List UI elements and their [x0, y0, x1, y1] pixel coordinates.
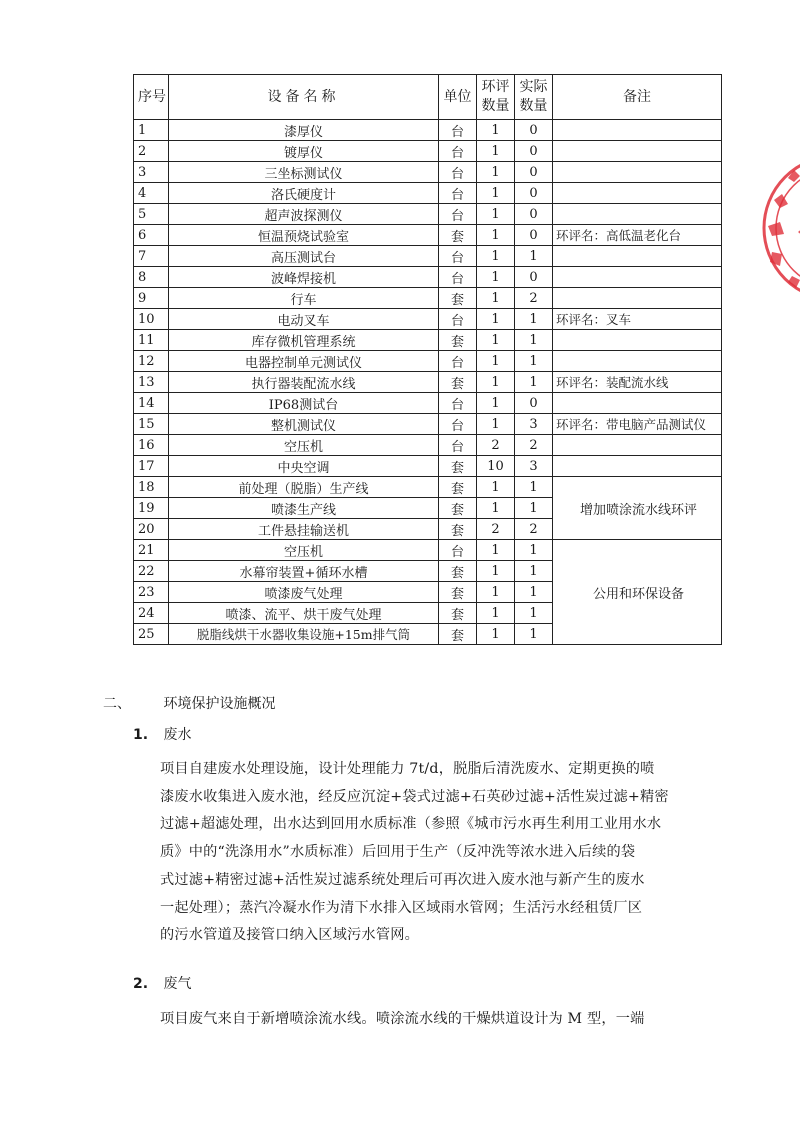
- cell-actual: 1: [515, 498, 553, 519]
- merged-note-spray-line: 增加喷涂流水线环评: [553, 477, 722, 540]
- cell-name: 空压机: [169, 435, 439, 456]
- cell-unit: 台: [439, 267, 477, 288]
- cell-actual: 3: [515, 456, 553, 477]
- cell-eia: 1: [477, 141, 515, 162]
- cell-actual: 0: [515, 267, 553, 288]
- cell-eia: 1: [477, 351, 515, 372]
- cell-name: 电器控制单元测试仪: [169, 351, 439, 372]
- cell-seq: 6: [134, 225, 169, 246]
- cell-name: 洛氏硬度计: [169, 183, 439, 204]
- table-row: [134, 288, 722, 309]
- cell-eia: 2: [477, 519, 515, 540]
- cell-unit: 台: [439, 183, 477, 204]
- waste-gas-paragraph: [160, 1006, 708, 1034]
- text-line: 质》中的“洗涤用水”水质标准）后回用于生产（反冲洗等浓水进入后续的袋: [160, 844, 636, 861]
- cell-eia: 1: [477, 267, 515, 288]
- table-row: [134, 540, 722, 561]
- subsection-title: 废水: [163, 727, 192, 743]
- text-line: 一起处理）；蒸汽冷凝水作为清下水排入区域雨水管网；生活污水经租赁厂区: [160, 899, 643, 916]
- table-row: [134, 456, 722, 477]
- cell-eia: 1: [477, 393, 515, 414]
- cell-seq: 23: [134, 582, 169, 603]
- cell-seq: 22: [134, 561, 169, 582]
- cell-name: 中央空调: [169, 456, 439, 477]
- cell-name: 高压测试台: [169, 246, 439, 267]
- cell-unit: 套: [439, 498, 477, 519]
- subsection-number: 1.: [133, 727, 149, 743]
- cell-name: 整机测试仪: [169, 414, 439, 435]
- header-unit: 单位: [439, 75, 477, 120]
- cell-name: 波峰焊接机: [169, 267, 439, 288]
- cell-seq: 14: [134, 393, 169, 414]
- cell-unit: 台: [439, 141, 477, 162]
- cell-seq: 20: [134, 519, 169, 540]
- cell-unit: 套: [439, 225, 477, 246]
- cell-name: 水幕帘装置+循环水槽: [169, 561, 439, 582]
- cell-name: 漆厚仪: [169, 120, 439, 141]
- cell-note: [553, 246, 722, 267]
- cell-actual: 1: [515, 330, 553, 351]
- cell-note: [553, 120, 722, 141]
- subsection-waste-gas: [133, 973, 191, 993]
- cell-note: [553, 288, 722, 309]
- cell-name: 镀厚仪: [169, 141, 439, 162]
- section-number: 二、: [103, 696, 131, 712]
- cell-name: 喷漆生产线: [169, 498, 439, 519]
- cell-eia: 1: [477, 477, 515, 498]
- cell-unit: 套: [439, 561, 477, 582]
- cell-seq: 15: [134, 414, 169, 435]
- cell-note: [553, 204, 722, 225]
- cell-note: [553, 351, 722, 372]
- header-note: 备注: [553, 75, 722, 120]
- cell-note: 环评名：高低温老化台: [553, 225, 722, 246]
- cell-actual: 1: [515, 477, 553, 498]
- cell-seq: 2: [134, 141, 169, 162]
- cell-name: 工件悬挂输送机: [169, 519, 439, 540]
- cell-note: [553, 183, 722, 204]
- cell-note: [553, 456, 722, 477]
- cell-eia: 1: [477, 183, 515, 204]
- cell-name: 库存微机管理系统: [169, 330, 439, 351]
- cell-unit: 套: [439, 519, 477, 540]
- header-eia-qty: 环评数量: [477, 75, 515, 120]
- cell-unit: 套: [439, 288, 477, 309]
- cell-seq: 5: [134, 204, 169, 225]
- cell-unit: 台: [439, 540, 477, 561]
- section-title: 环境保护设施概况: [163, 696, 276, 712]
- cell-unit: 套: [439, 624, 477, 645]
- cell-eia: 1: [477, 162, 515, 183]
- cell-name: 喷漆废气处理: [169, 582, 439, 603]
- text-line: 过滤+超滤处理，出水达到回用水质标准（参照《城市污水再生利用工业用水水: [160, 816, 662, 833]
- cell-name: 三坐标测试仪: [169, 162, 439, 183]
- cell-unit: 套: [439, 603, 477, 624]
- cell-eia: 2: [477, 435, 515, 456]
- cell-note: [553, 141, 722, 162]
- table-row: [134, 477, 722, 498]
- cell-seq: 25: [134, 624, 169, 645]
- cell-unit: 台: [439, 393, 477, 414]
- cell-seq: 16: [134, 435, 169, 456]
- cell-note: 环评名：带电脑产品测试仪: [553, 414, 722, 435]
- header-actual-qty: 实际数量: [515, 75, 553, 120]
- cell-actual: 1: [515, 582, 553, 603]
- table-row: [134, 204, 722, 225]
- cell-actual: 0: [515, 225, 553, 246]
- table-row: [134, 372, 722, 393]
- cell-actual: 0: [515, 120, 553, 141]
- cell-seq: 11: [134, 330, 169, 351]
- cell-seq: 24: [134, 603, 169, 624]
- cell-seq: 21: [134, 540, 169, 561]
- cell-eia: 1: [477, 120, 515, 141]
- subsection-number: 2.: [133, 976, 149, 992]
- table-row: [134, 225, 722, 246]
- cell-eia: 1: [477, 561, 515, 582]
- cell-unit: 台: [439, 120, 477, 141]
- cell-actual: 2: [515, 288, 553, 309]
- cell-note: [553, 330, 722, 351]
- cell-name: 空压机: [169, 540, 439, 561]
- cell-seq: 13: [134, 372, 169, 393]
- cell-seq: 12: [134, 351, 169, 372]
- cell-name: 恒温预烧试验室: [169, 225, 439, 246]
- cell-actual: 1: [515, 351, 553, 372]
- cell-eia: 1: [477, 540, 515, 561]
- table-row: [134, 162, 722, 183]
- subsection-wastewater: [133, 724, 191, 744]
- text-line: 式过滤+精密过滤+活性炭过滤系统处理后可再次进入废水池与新产生的废水: [160, 871, 645, 888]
- cell-eia: 1: [477, 414, 515, 435]
- text-line: 项目废气来自于新增喷涂流水线。喷涂流水线的干燥烘道设计为 M 型，一端: [160, 1011, 645, 1027]
- table-row: [134, 330, 722, 351]
- cell-unit: 套: [439, 330, 477, 351]
- cell-actual: 2: [515, 435, 553, 456]
- cell-eia: 1: [477, 582, 515, 603]
- cell-name: 前处理（脱脂）生产线: [169, 477, 439, 498]
- text-line: 项目自建废水处理设施，设计处理能力 7t/d，脱脂后清洗废水、定期更换的喷: [160, 761, 655, 777]
- cell-actual: 0: [515, 162, 553, 183]
- cell-seq: 3: [134, 162, 169, 183]
- cell-unit: 台: [439, 414, 477, 435]
- cell-name: 超声波探测仪: [169, 204, 439, 225]
- cell-seq: 1: [134, 120, 169, 141]
- cell-note: [553, 393, 722, 414]
- cell-seq: 8: [134, 267, 169, 288]
- cell-name: IP68测试台: [169, 393, 439, 414]
- cell-eia: 1: [477, 288, 515, 309]
- cell-seq: 10: [134, 309, 169, 330]
- cell-actual: 0: [515, 183, 553, 204]
- cell-eia: 1: [477, 498, 515, 519]
- cell-eia: 1: [477, 330, 515, 351]
- cell-name: 执行器装配流水线: [169, 372, 439, 393]
- cell-unit: 套: [439, 372, 477, 393]
- cell-seq: 19: [134, 498, 169, 519]
- cell-actual: 2: [515, 519, 553, 540]
- cell-actual: 0: [515, 204, 553, 225]
- table-header-row: [134, 75, 722, 120]
- cell-name: 喷漆、流平、烘干废气处理: [169, 603, 439, 624]
- cell-note: [553, 162, 722, 183]
- subsection-title: 废气: [163, 976, 192, 992]
- table-row: [134, 309, 722, 330]
- cell-seq: 18: [134, 477, 169, 498]
- wastewater-paragraph: [160, 756, 708, 950]
- cell-actual: 3: [515, 414, 553, 435]
- table-row: [134, 267, 722, 288]
- cell-unit: 套: [439, 582, 477, 603]
- cell-eia: 1: [477, 603, 515, 624]
- header-name: 设备名称: [169, 75, 439, 120]
- cell-eia: 1: [477, 204, 515, 225]
- cell-note: [553, 267, 722, 288]
- cell-unit: 台: [439, 351, 477, 372]
- cell-unit: 台: [439, 204, 477, 225]
- cell-seq: 4: [134, 183, 169, 204]
- cell-unit: 套: [439, 456, 477, 477]
- table-row: [134, 141, 722, 162]
- section-heading: [103, 693, 275, 713]
- cell-eia: 10: [477, 456, 515, 477]
- cell-actual: 1: [515, 561, 553, 582]
- red-seal-stamp: [758, 148, 800, 308]
- equipment-table: [133, 74, 722, 645]
- cell-note: [553, 435, 722, 456]
- cell-eia: 1: [477, 225, 515, 246]
- table-row: [134, 183, 722, 204]
- merged-note-utility: 公用和环保设备: [553, 540, 722, 645]
- cell-eia: 1: [477, 246, 515, 267]
- text-line: 的污水管道及接管口纳入区域污水管网。: [160, 927, 419, 944]
- header-seq: 序号: [134, 75, 169, 120]
- cell-unit: 台: [439, 246, 477, 267]
- cell-name: 电动叉车: [169, 309, 439, 330]
- cell-seq: 9: [134, 288, 169, 309]
- cell-actual: 1: [515, 540, 553, 561]
- table-row: [134, 435, 722, 456]
- cell-actual: 1: [515, 603, 553, 624]
- cell-seq: 17: [134, 456, 169, 477]
- cell-eia: 1: [477, 372, 515, 393]
- cell-unit: 台: [439, 162, 477, 183]
- table-row: [134, 414, 722, 435]
- cell-unit: 套: [439, 477, 477, 498]
- cell-eia: 1: [477, 624, 515, 645]
- cell-actual: 1: [515, 246, 553, 267]
- cell-actual: 1: [515, 309, 553, 330]
- table-row: [134, 351, 722, 372]
- cell-eia: 1: [477, 309, 515, 330]
- cell-note: 环评名：装配流水线: [553, 372, 722, 393]
- cell-seq: 7: [134, 246, 169, 267]
- text-line: 漆废水收集进入废水池，经反应沉淀+袋式过滤+石英砂过滤+活性炭过滤+精密: [160, 788, 669, 805]
- cell-actual: 1: [515, 624, 553, 645]
- table-row: [134, 393, 722, 414]
- cell-unit: 台: [439, 435, 477, 456]
- cell-name: 行车: [169, 288, 439, 309]
- cell-actual: 0: [515, 393, 553, 414]
- cell-name: 脱脂线烘干水器收集设施+15m排气筒: [169, 624, 439, 645]
- table-row: [134, 120, 722, 141]
- cell-unit: 台: [439, 309, 477, 330]
- cell-actual: 1: [515, 372, 553, 393]
- cell-actual: 0: [515, 141, 553, 162]
- table-row: [134, 246, 722, 267]
- cell-note: 环评名：叉车: [553, 309, 722, 330]
